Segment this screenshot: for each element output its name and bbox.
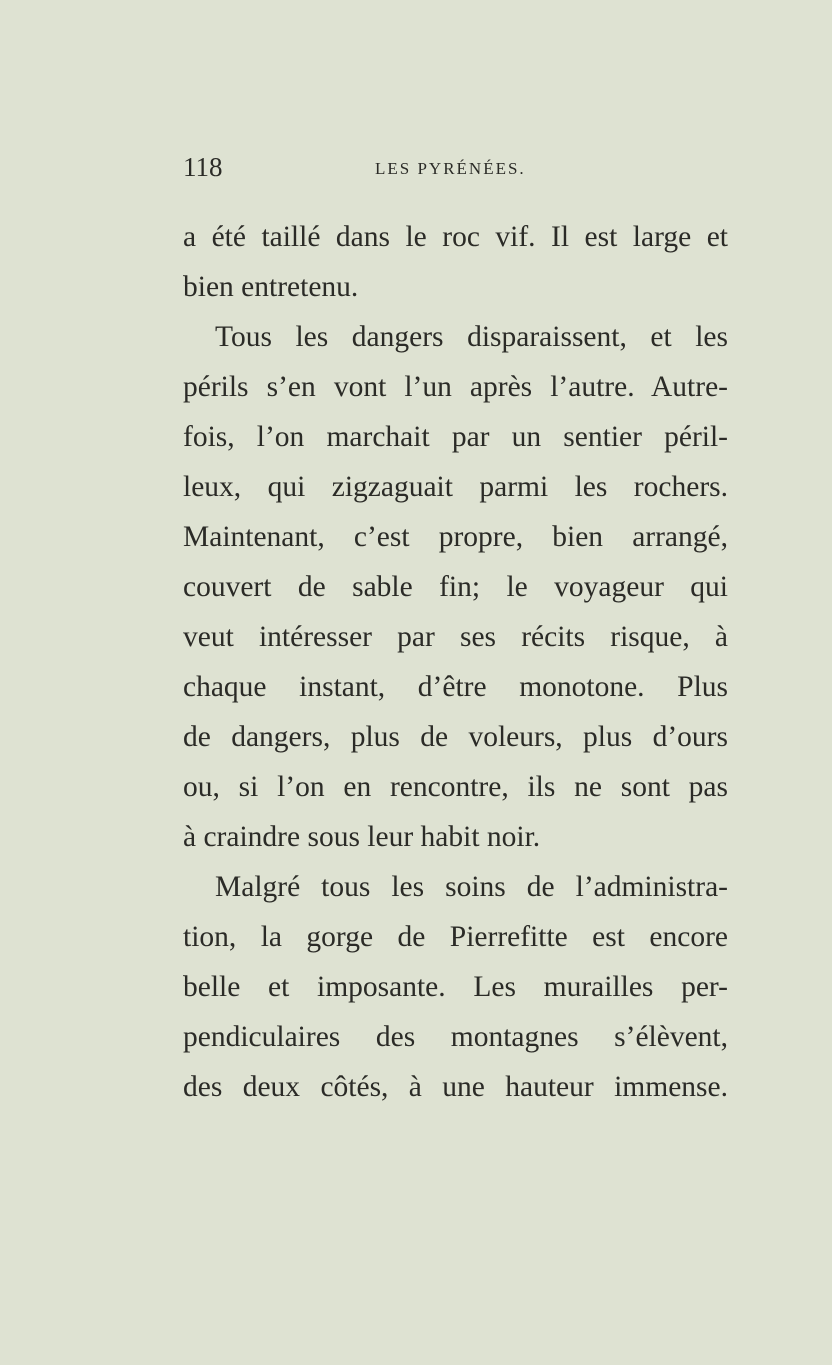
text-line: couvert de sable fin; le voyageur qui <box>183 571 728 603</box>
running-title: LES PYRÉNÉES. <box>375 159 526 178</box>
page-header <box>183 152 728 188</box>
text-line: périls s’en vont l’un après l’autre. Autre- <box>183 371 728 403</box>
text-line: leux, qui zigzaguait parmi les rochers. <box>183 471 728 503</box>
text-line: a été taillé dans le roc vif. Il est large et <box>183 221 728 253</box>
text-line: pendiculaires des montagnes s’élèvent, <box>183 1021 728 1053</box>
text-line: Malgré tous les soins de l’administra- <box>215 871 728 903</box>
text-line: chaque instant, d’être monotone. Plus <box>183 671 728 703</box>
text-line: Maintenant, c’est propre, bien arrangé, <box>183 521 728 553</box>
text-line: Tous les dangers disparaissent, et les <box>215 321 728 353</box>
text-line: de dangers, plus de voleurs, plus d’ours <box>183 721 728 753</box>
page-body <box>183 212 728 1112</box>
text-line: belle et imposante. Les murailles per- <box>183 971 728 1003</box>
text-line: des deux côtés, à une hauteur immense. <box>183 1071 728 1103</box>
text-line: ou, si l’on en rencontre, ils ne sont pas <box>183 771 728 803</box>
text-line: veut intéresser par ses récits risque, à <box>183 621 728 653</box>
page-number: 118 <box>183 152 223 182</box>
text-line: tion, la gorge de Pierrefitte est encore <box>183 921 728 953</box>
text-line: fois, l’on marchait par un sentier péril- <box>183 421 728 453</box>
text-line: bien entretenu. <box>183 271 359 303</box>
text-line: à craindre sous leur habit noir. <box>183 821 541 853</box>
